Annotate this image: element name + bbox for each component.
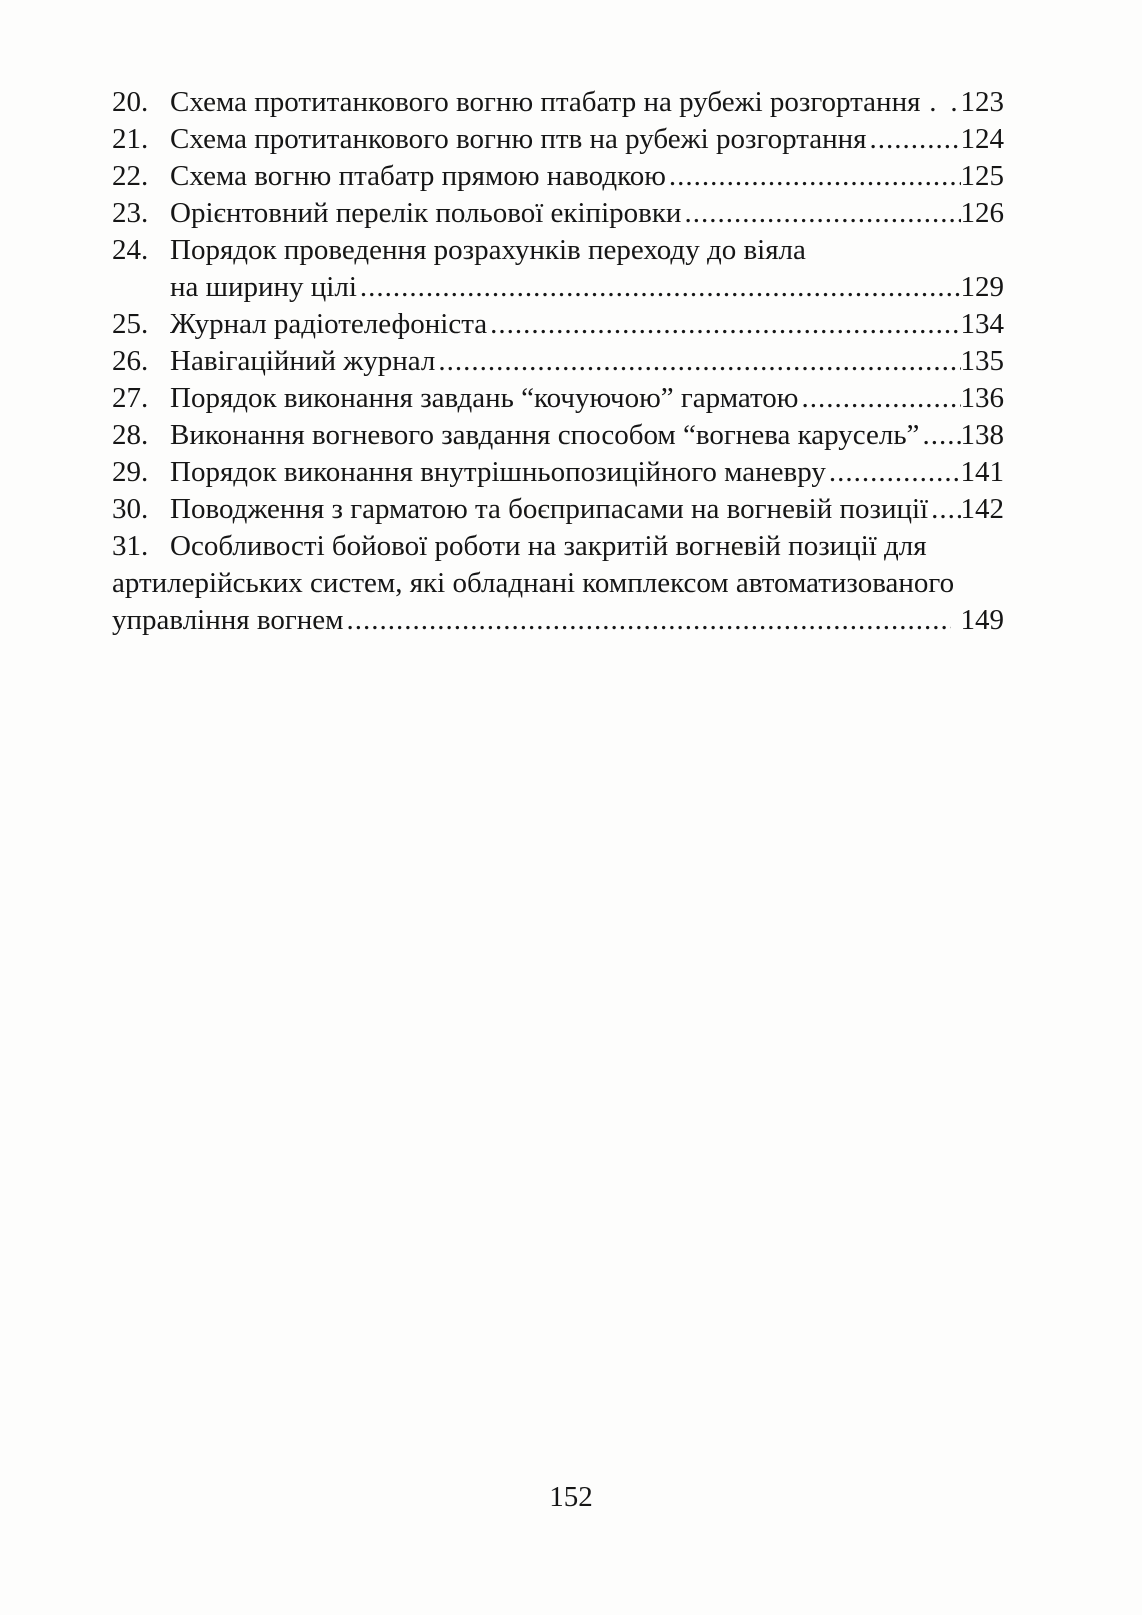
toc-row [112, 158, 1004, 195]
toc-item-number: 27. [112, 382, 149, 414]
toc-row [112, 306, 1004, 343]
dot-leader [829, 454, 961, 491]
dot-leader [684, 195, 960, 232]
toc-item-page: 125 [960, 160, 1004, 192]
toc-item-page: 138 [960, 419, 1004, 451]
toc-item-page: 149 [960, 604, 1004, 636]
toc-item-title: Порядок виконання внутрішньопозиційного маневру [170, 456, 826, 488]
toc-item-number: 26. [112, 345, 149, 377]
toc-item-title: артилерійських систем, які обладнані комплексом автоматизованого [112, 567, 955, 599]
toc-item-title: Схема вогню птабатр прямою наводкою [170, 160, 666, 192]
toc-item-title: управління вогнем [112, 604, 344, 636]
toc-item-title: Схема протитанкового вогню птабатр на рубежі розгортання [170, 86, 921, 118]
toc-row [112, 121, 1004, 158]
toc-item-number: 23. [112, 197, 149, 229]
toc-item-page: 126 [960, 197, 1004, 229]
dot-leader [931, 491, 960, 528]
toc-item-page: 123 [960, 86, 1004, 118]
toc-row-continuation [112, 602, 1004, 639]
toc-item-title: Журнал радіотелефоніста [170, 308, 488, 340]
toc-item-number: 21. [112, 123, 149, 155]
toc-item-title: Виконання вогневого завдання способом “вогнева карусель” [170, 419, 920, 451]
toc-item-number: 29. [112, 456, 149, 488]
toc-item-page: 134 [960, 308, 1004, 340]
dot-leader [490, 306, 960, 343]
toc-item-number: 22. [112, 160, 149, 192]
toc-row [112, 380, 1004, 417]
toc-item-title: Схема протитанкового вогню птв на рубежі розгортання [170, 123, 867, 155]
toc-item-title: Порядок виконання завдань “кочуючою” гарматою [170, 382, 799, 414]
toc-item-page: 129 [960, 271, 1004, 303]
dot-leader [870, 121, 961, 158]
toc-item-title: Орієнтовний перелік польової екіпіровки [170, 197, 682, 229]
toc-item-title: Поводження з гарматою та боєприпасами на вогневій позиції [170, 493, 929, 525]
dot-leader [347, 602, 951, 639]
toc-row [112, 232, 1004, 269]
footer-page-number: 152 [549, 1481, 593, 1513]
toc-item-page: 136 [960, 382, 1004, 414]
toc-item-title: Особливості бойової роботи на закритій вогневій позиції для [170, 530, 927, 562]
toc-item-number: 30. [112, 493, 149, 525]
toc-row [112, 454, 1004, 491]
dot-leader [923, 84, 960, 121]
toc-item-number: 24. [112, 234, 149, 266]
toc-item-page: 142 [960, 493, 1004, 525]
toc-item-page: 124 [960, 123, 1004, 155]
dot-leader [669, 158, 961, 195]
toc-row [112, 417, 1004, 454]
toc-item-number: 25. [112, 308, 149, 340]
toc-item-title: на ширину цілі [170, 271, 357, 303]
dot-leader [360, 269, 961, 306]
toc-item-page: 135 [960, 345, 1004, 377]
toc-row [112, 491, 1004, 528]
toc-item-number: 28. [112, 419, 149, 451]
dot-leader [801, 380, 960, 417]
dot-leader [438, 343, 960, 380]
toc-row [112, 195, 1004, 232]
toc-item-title: Порядок проведення розрахунків переходу до віяла [170, 234, 806, 266]
toc-item-title: Навігаційний журнал [170, 345, 436, 377]
toc-row-continuation [112, 269, 1004, 306]
toc-row [112, 343, 1004, 380]
toc-row-continuation [112, 565, 1004, 602]
toc-item-number: 20. [112, 86, 149, 118]
toc-row [112, 84, 1004, 121]
toc-item-number: 31. [112, 530, 149, 562]
toc-row [112, 528, 1004, 565]
dot-leader [922, 417, 960, 454]
toc-item-page: 141 [960, 456, 1004, 488]
table-of-contents [112, 84, 1004, 639]
